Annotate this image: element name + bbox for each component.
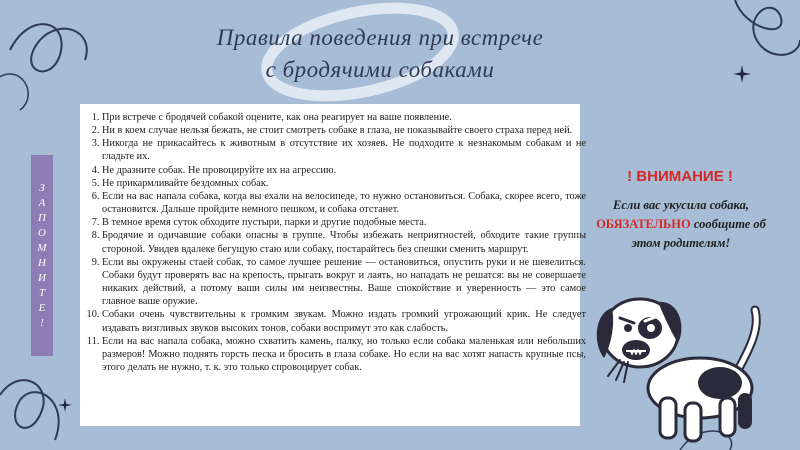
warning-text bbox=[596, 196, 766, 253]
rule-item: 2. Ни в коем случае нельзя бежать, не стоит смотреть собаке в глаза, не показывайте своего страха перед ней. bbox=[102, 124, 586, 137]
page-title bbox=[150, 22, 610, 86]
warning-highlight: ОБЯЗАТЕЛЬНО bbox=[596, 217, 691, 231]
rule-item: 1. При встрече с бродячей собакой оцените, как она реагирует на ваше появление. bbox=[102, 111, 586, 124]
sparkle-star-icon bbox=[733, 65, 751, 83]
side-tab-letter: И bbox=[38, 271, 46, 284]
page-title-line2: с бродячими собаками bbox=[265, 57, 495, 82]
angry-dog-illustration bbox=[590, 288, 790, 448]
warning-text-before: Если вас укусила собака, bbox=[613, 198, 749, 212]
rule-item: 10. Собаки очень чувствительны к громким звукам. Можно издать громкий угрожающий крик. Не следует издавать визгливых звуков высоких тонов, собаки воспримут это как слабость. bbox=[102, 308, 586, 334]
warning-text-after: сообщите об этом родителям! bbox=[631, 217, 766, 250]
side-tab-letter: О bbox=[38, 226, 46, 239]
rule-item: 11. Если на вас напала собака, можно схватить камень, палку, но только если собака маленькая или небольших размеров! Можно поднять горсть песка и бросить в глаза собаке. Но если на вас хотят напасть крупные псы, этого делать не нужно, т. к. это только спровоцирует собак. bbox=[102, 335, 586, 374]
side-tab-letter: З bbox=[39, 181, 45, 194]
sparkle-star-icon bbox=[58, 398, 72, 412]
warning-heading: ! ВНИМАНИЕ ! bbox=[627, 168, 733, 185]
side-tab-letter: ! bbox=[40, 316, 44, 329]
side-tab-letter: М bbox=[37, 241, 47, 254]
rule-item: 8. Бродячие и одичавшие собаки опасны в группе. Чтобы избежать неприятностей, обходите такие группы стороной. Увидев вдалеке бегущую стаю или собаку, постарайтесь без спешки сменить маршрут. bbox=[102, 229, 586, 255]
side-tab-letter: Т bbox=[38, 286, 46, 299]
rule-item: 5. Не прикармливайте бездомных собак. bbox=[102, 177, 586, 190]
rule-item: 9. Если вы окружены стаей собак, то самое лучшее решение — остановиться, опустить руки и не шевелиться. Собаки будут проверять вас на крепость, прыгать вокруг и лаять, но нападать не решатся: вы не совершаете никаких действий, а потому ваши силы им неизвестны. Ваше спокойствие и уверенность — это самое главное ваше оружие. bbox=[102, 256, 586, 309]
rule-item: 6. Если на вас напала собака, когда вы ехали на велосипеде, то нужно остановиться. Собака, скорее всего, тоже остановится. Дальше пройдите немного пешком, и собака отстанет. bbox=[102, 190, 586, 216]
side-tab-letter: А bbox=[38, 196, 46, 209]
page-title-line1: Правила поведения при встрече bbox=[216, 25, 544, 50]
side-tab-letter: П bbox=[38, 211, 46, 224]
rules-list bbox=[90, 111, 586, 374]
side-tab-letter: Е bbox=[38, 301, 46, 314]
rule-item: 4. Не дразните собак. Не провоцируйте их на агрессию. bbox=[102, 164, 586, 177]
side-tab-letter: Н bbox=[38, 256, 46, 269]
rule-item: 7. В темное время суток обходите пустыри, парки и другие подобные места. bbox=[102, 216, 586, 229]
remember-side-tab bbox=[31, 155, 53, 356]
rule-item: 3. Никогда не прикасайтесь к животным в отсутствие их хозяев. Не подходите к незнакомым собакам и не гладьте их. bbox=[102, 137, 586, 163]
